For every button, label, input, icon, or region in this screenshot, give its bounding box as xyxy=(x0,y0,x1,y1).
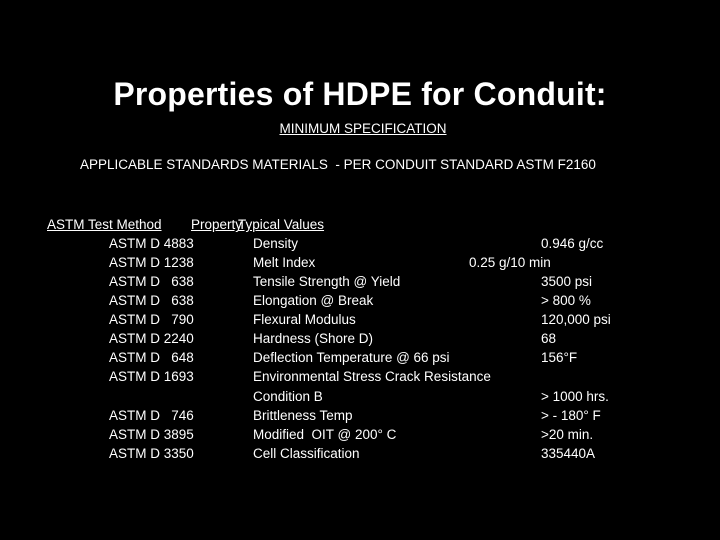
property-name: Melt Index xyxy=(253,255,316,270)
test-method: ASTM D 3895 xyxy=(109,427,194,442)
table-row xyxy=(0,446,720,465)
table-row xyxy=(0,236,720,255)
table-row xyxy=(0,427,720,446)
typical-value: 0.25 g/10 min xyxy=(469,255,551,270)
property-name: Environmental Stress Crack Resistance xyxy=(253,369,491,384)
property-name: Cell Classification xyxy=(253,446,360,461)
test-method: ASTM D 790 xyxy=(109,312,194,327)
test-method: ASTM D 638 xyxy=(109,293,194,308)
table-row xyxy=(0,331,720,350)
typical-value: 335440A xyxy=(541,446,596,461)
table-row xyxy=(0,389,720,408)
slide-subtitle: MINIMUM SPECIFICATION xyxy=(279,121,447,136)
table-row xyxy=(0,369,720,388)
property-name: Condition B xyxy=(253,389,323,404)
table-row xyxy=(0,274,720,293)
typical-value: >20 min. xyxy=(541,427,594,442)
test-method: ASTM D 2240 xyxy=(109,331,194,346)
property-name: Brittleness Temp xyxy=(253,408,353,423)
table-row xyxy=(0,255,720,274)
slide-title: Properties of HDPE for Conduit: xyxy=(113,76,607,112)
test-method: ASTM D 3350 xyxy=(109,446,194,461)
table-row xyxy=(0,312,720,331)
typical-value: 68 xyxy=(541,331,557,346)
standards-line: APPLICABLE STANDARDS MATERIALS - PER CONDUIT STANDARD ASTM F2160 xyxy=(80,157,596,172)
typical-value: > 1000 hrs. xyxy=(541,389,609,404)
test-method: ASTM D 648 xyxy=(109,350,194,365)
table-row xyxy=(0,293,720,312)
typical-value: 156°F xyxy=(541,350,578,365)
property-name: Deflection Temperature @ 66 psi xyxy=(253,350,450,365)
property-name: Density xyxy=(253,236,299,251)
table-row xyxy=(0,408,720,427)
test-method: ASTM D 746 xyxy=(109,408,194,423)
test-method: ASTM D 1693 xyxy=(109,369,194,384)
typical-value: 3500 psi xyxy=(541,274,593,289)
property-name: Modified OIT @ 200° C xyxy=(253,427,397,442)
property-name: Tensile Strength @ Yield xyxy=(253,274,401,289)
table-row xyxy=(0,350,720,369)
header-test-method: ASTM Test Method xyxy=(47,217,162,232)
test-method: ASTM D 4883 xyxy=(109,236,194,251)
typical-value: > - 180° F xyxy=(541,408,601,423)
test-method: ASTM D 1238 xyxy=(109,255,194,270)
property-name: Flexural Modulus xyxy=(253,312,356,327)
property-name: Hardness (Shore D) xyxy=(253,331,374,346)
typical-value: > 800 % xyxy=(541,293,591,308)
typical-value: 0.946 g/cc xyxy=(541,236,604,251)
header-property: Property xyxy=(191,217,243,232)
header-typical-values: Typical Values xyxy=(238,217,325,232)
test-method: ASTM D 638 xyxy=(109,274,194,289)
property-name: Elongation @ Break xyxy=(253,293,374,308)
typical-value: 120,000 psi xyxy=(541,312,611,327)
